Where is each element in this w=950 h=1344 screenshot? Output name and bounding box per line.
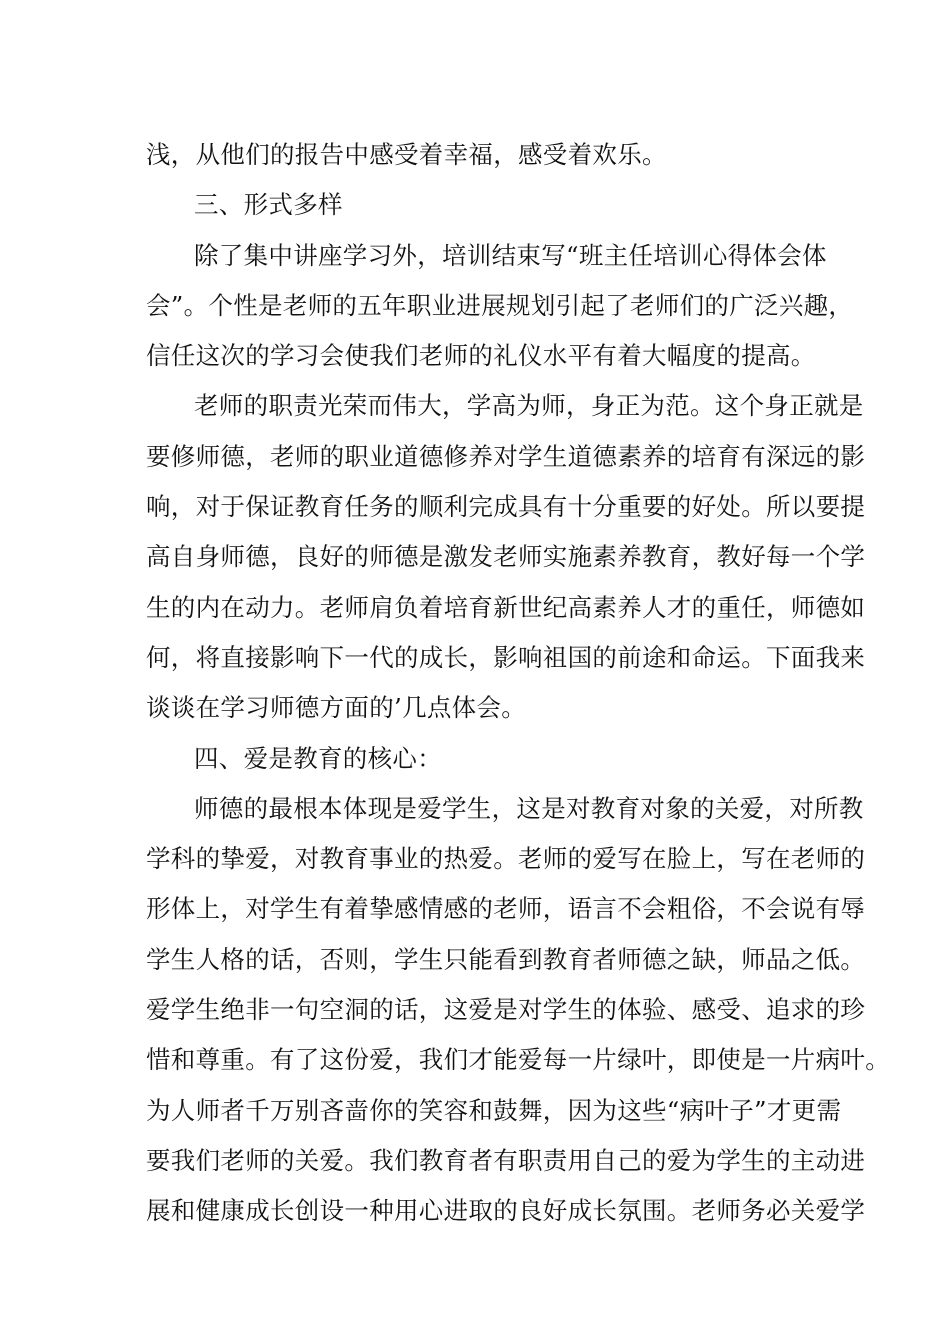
- text-line: 师德的最根本体现是爱学生，这是对教育对象的关爱，对所教: [194, 793, 864, 823]
- text-line: 爱学生绝非一句空洞的话，这爱是对学生的体验、感受、追求的珍: [146, 995, 866, 1025]
- text-line: 老师的职责光荣而伟大，学高为师，身正为范。这个身正就是: [194, 391, 864, 421]
- text-line: 生的内在动力。老师肩负着培育新世纪高素养人才的重任，师德如: [146, 592, 866, 622]
- text-line: 信任这次的学习会使我们老师的礼仪水平有着大幅度的提高。: [146, 341, 816, 371]
- section-heading: 三、形式多样: [194, 190, 343, 220]
- text-line: 高自身师德，良好的师德是激发老师实施素养教育，教好每一个学: [146, 542, 866, 572]
- text-line: 谈谈在学习师德方面的’几点体会。: [146, 693, 527, 723]
- text-line: 会”。个性是老师的五年职业进展规划引起了老师们的广泛兴趣，: [146, 290, 854, 320]
- text-line: 为人师者千万别吝啬你的笑容和鼓舞，因为这些“病叶子”才更需: [146, 1095, 842, 1125]
- text-line: 除了集中讲座学习外，培训结束写“班主任培训心得体会体: [194, 240, 827, 270]
- text-line: 何，将直接影响下一代的成长，影响祖国的前途和命运。下面我来: [146, 642, 866, 672]
- text-line: 惜和尊重。有了这份爱，我们才能爱每一片绿叶，即使是一片病叶。: [146, 1045, 890, 1075]
- text-line: 学科的挚爱，对教育事业的热爱。老师的爱写在脸上，写在老师的: [146, 844, 866, 874]
- text-line: 要我们老师的关爱。我们教育者有职责用自己的爱为学生的主动进: [146, 1145, 866, 1175]
- text-line: 要修师德，老师的职业道德修养对学生道德素养的培育有深远的影: [146, 441, 866, 471]
- section-heading: 四、爱是教育的核心：: [194, 743, 442, 773]
- text-line: 形体上，对学生有着挚感情感的老师，语言不会粗俗，不会说有辱: [146, 894, 866, 924]
- text-line: 浅，从他们的报告中感受着幸福，感受着欢乐。: [146, 140, 667, 169]
- text-line: 学生人格的话，否则，学生只能看到教育者师德之缺，师品之低。: [146, 944, 866, 974]
- text-line: 响，对于保证教育任务的顺利完成具有十分重要的好处。所以要提: [146, 492, 866, 522]
- document-body: [146, 130, 890, 1237]
- text-line: 展和健康成长创设一种用心进取的良好成长氛围。老师务必关爱学: [146, 1196, 866, 1226]
